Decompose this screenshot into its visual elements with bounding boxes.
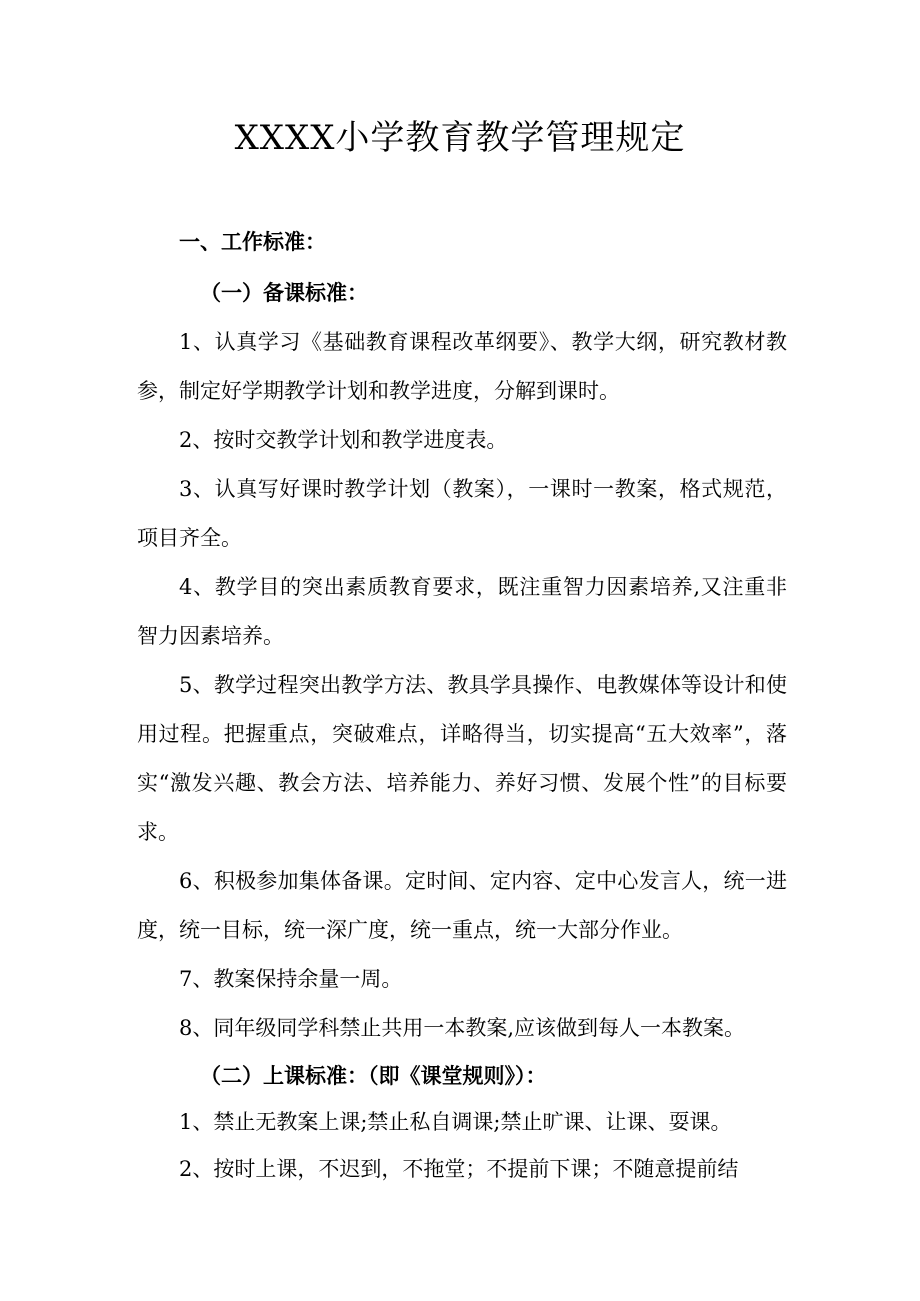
section-heading-work-standards: 一、工作标准： — [179, 229, 326, 254]
paragraph-class-2: 2、按时上课，不迟到，不拖堂；不提前下课；不随意提前结 — [179, 1157, 739, 1181]
document-title: XXXX小学教育教学管理规定 — [234, 118, 686, 158]
paragraph-prep-6: 6、积极参加集体备课。定时间、定内容、定中心发言人，统一进度，统一目标，统一深广度，统一重点，统一大部分作业。 — [137, 869, 787, 942]
document-body — [137, 216, 787, 1194]
paragraph-prep-7: 7、教案保持余量一周。 — [179, 967, 403, 991]
paragraph-prep-1: 1、认真学习《基础教育课程改革纲要》、教学大纲，研究教材教参，制定好学期教学计划和教学进度，分解到课时。 — [137, 330, 787, 403]
subsection-heading-lesson-prep: （一）备课标准： — [200, 280, 368, 305]
paragraph-prep-8: 8、同年级同学科禁止共用一本教案,应该做到每人一本教案。 — [179, 1016, 746, 1040]
paragraph-prep-2: 2、按时交教学计划和教学进度表。 — [179, 428, 508, 452]
subsection-heading-class-standards: （二）上课标准：（即《课堂规则》）： — [200, 1063, 547, 1088]
paragraph-prep-5: 5、教学过程突出教学方法、教具学具操作、电教媒体等设计和使用过程。把握重点，突破难点，详略得当，切实提高“五大效率”，落实“激发兴趣、教会方法、培养能力、养好习惯、发展个性”的目标要求。 — [137, 673, 787, 844]
paragraph-class-1: 1、禁止无教案上课;禁止私自调课;禁止旷课、让课、耍课。 — [179, 1110, 732, 1134]
paragraph-prep-3: 3、认真写好课时教学计划（教案），一课时一教案，格式规范，项目齐全。 — [137, 477, 787, 550]
paragraph-prep-4: 4、教学目的突出素质教育要求，既注重智力因素培养,又注重非智力因素培养。 — [137, 575, 787, 648]
